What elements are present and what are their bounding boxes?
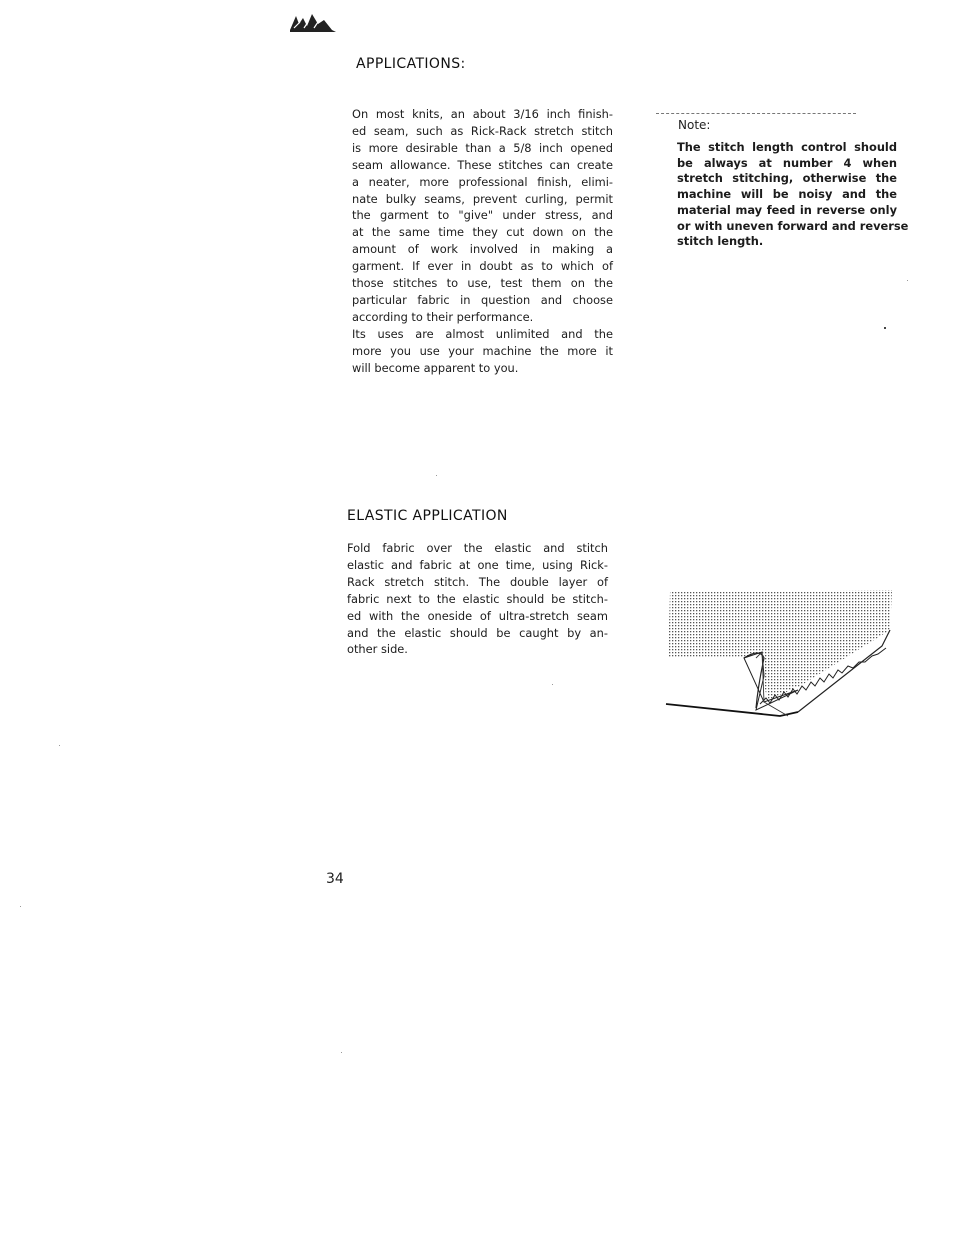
paragraph-line: Fold fabric over the elastic and stitch [347,541,608,555]
paragraph-line: according to their performance. [352,309,534,324]
paragraph-line: ed seam, such as Rick-Rack stretch stitch [352,123,613,138]
elastic-paragraph [347,540,608,658]
scan-speck [884,327,886,329]
paragraph-line: at the same time they cut down on the [352,225,613,240]
note-line: machine will be noisy and the [677,187,897,202]
note-line: be always at number 4 when [677,155,897,170]
page-number: 34 [326,871,344,887]
paragraph-line: Its uses are almost unlimited and the [352,326,613,341]
paragraph-line: and the elastic should be caught by an- [347,625,608,640]
paragraph-line: the garment to "give" under stress, and [352,208,613,223]
note-line: stitch length. [677,234,764,249]
paragraph-line: will become apparent to you. [352,360,519,375]
note-line: stretch stitching, otherwise the [677,171,897,186]
paragraph-line: seam allowance. These stitches can create [352,157,613,172]
elastic-heading: ELASTIC APPLICATION [347,508,508,524]
brand-logo-icon [288,10,338,34]
applications-paragraph [352,106,613,377]
paragraph-line: more you use your machine the more it [352,343,613,358]
applications-heading: APPLICATIONS: [356,56,466,72]
paragraph-line: amount of work involved in making a [352,242,613,257]
paragraph-line: those stitches to use, test them on the [352,276,613,291]
scan-speck [907,280,908,281]
fabric-top-layer [668,590,892,700]
paragraph-line: nate bulky seams, prevent curling, permit [352,191,613,206]
paragraph-line: On most knits, an about 3/16 inch finish- [352,107,613,121]
scan-speck [59,745,60,746]
note-line: material may feed in reverse only [677,202,897,217]
note-line: The stitch length control should [677,140,897,154]
paragraph-line: other side. [347,642,408,657]
note-label: Note: [678,118,711,132]
paragraph-line: is more desirable than a 5/8 inch opened [352,140,613,155]
scan-speck [341,1052,342,1053]
scan-speck [552,684,553,685]
scan-speck [20,906,21,907]
paragraph-line: a neater, more professional finish, elimi- [352,174,613,189]
note-paragraph [677,140,909,250]
note-line: or with uneven forward and reverse [677,218,909,233]
scan-speck [436,475,437,476]
elastic-fold-illustration [660,586,900,726]
paragraph-line: garment. If ever in doubt as to which of [352,259,613,274]
paragraph-line: Rack stretch stitch. The double layer of [347,574,608,589]
paragraph-line: fabric next to the elastic should be stitch- [347,591,608,606]
paragraph-line: elastic and fabric at one time, using Rick- [347,557,608,572]
paragraph-line: particular fabric in question and choose [352,292,613,307]
paragraph-line: ed with the oneside of ultra-stretch seam [347,608,608,623]
note-rule [656,113,856,114]
